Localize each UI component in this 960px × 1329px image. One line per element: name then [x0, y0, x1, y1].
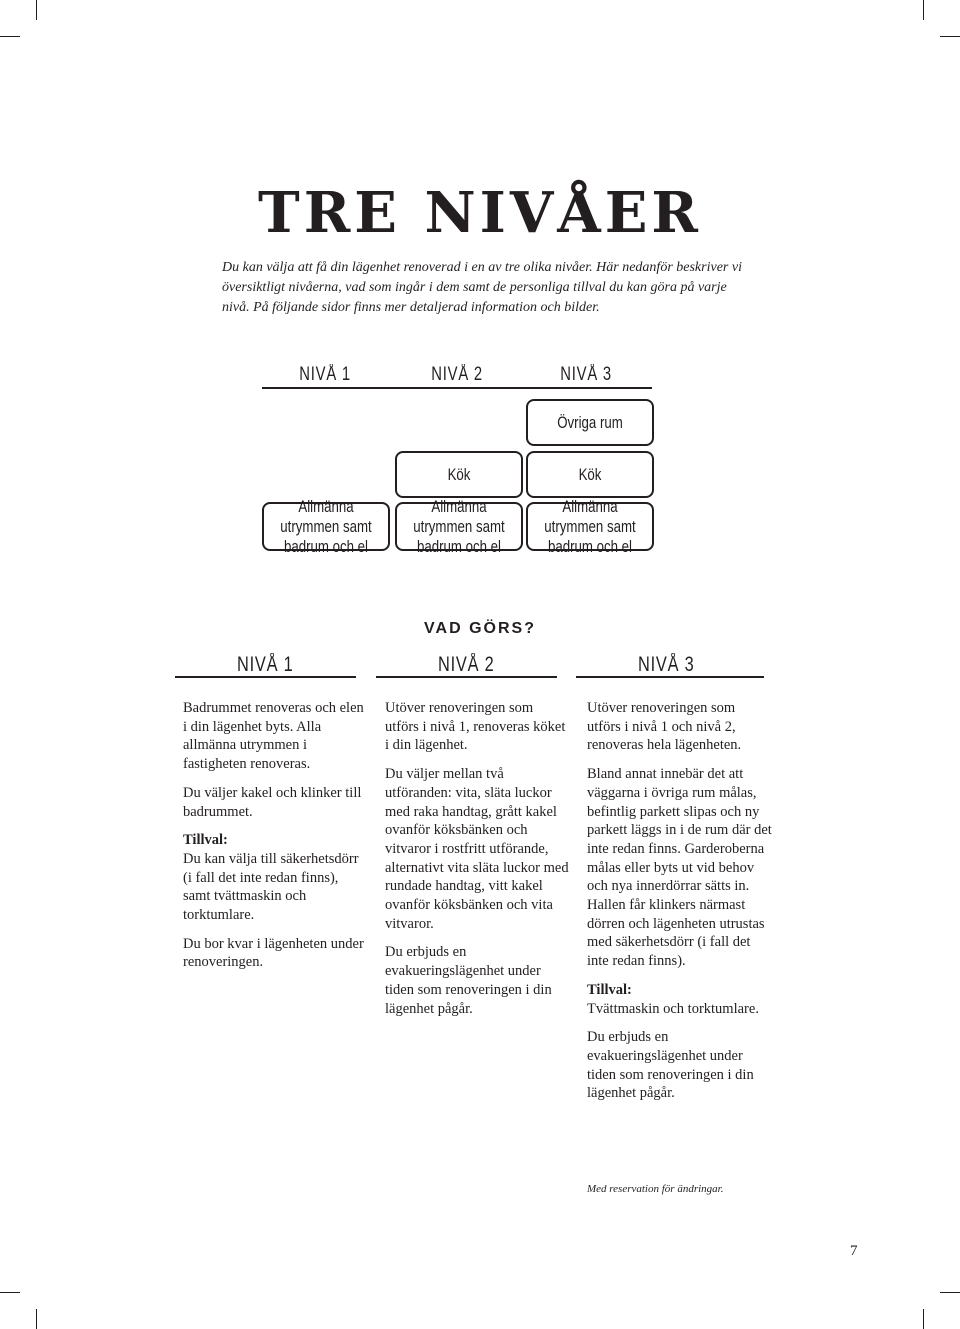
crop-mark	[36, 0, 37, 20]
intro-text: Du kan välja att få din lägenhet renoverad i en av tre olika nivåer. Här nedanför beskriver vi översiktligt nivåerna, vad som ingår i dem samt de personliga tillval du kan göra på varje nivå. På följande sidor finns mer detaljerad information och bilder.	[222, 260, 742, 315]
column-1-rule	[175, 676, 356, 678]
box-kok-level-2: Kök	[395, 451, 523, 498]
diagram-level-3-heading: NIVÅ 3	[560, 364, 612, 385]
diagram-heading-rule	[262, 387, 652, 389]
page-number: 7	[850, 1243, 858, 1259]
column-2-paragraph: Utöver renoveringen som utförs i nivå 1, renoveras köket i din lägenhet.	[385, 700, 566, 754]
box-allmanna-level-3: Allmänna utrymmen samt badrum och el	[526, 502, 654, 551]
diagram-level-1-heading: NIVÅ 1	[299, 364, 351, 385]
column-3-tillval-label: Tillval:	[587, 981, 632, 998]
column-3-tillval-text: Tvättmaskin och torktumlare.	[587, 1000, 759, 1017]
column-2-rule	[376, 676, 557, 678]
box-allmanna-level-1: Allmänna utrymmen samt badrum och el	[262, 502, 390, 551]
column-2-heading: NIVÅ 2	[438, 653, 495, 676]
crop-mark	[0, 1292, 20, 1293]
crop-mark	[0, 36, 20, 37]
column-1-paragraph: Du väljer kakel och klinker till badrummet.	[183, 784, 362, 820]
reservation-note: Med reservation för ändringar.	[587, 1183, 724, 1195]
crop-mark	[923, 1309, 924, 1329]
column-3-paragraph: Du erbjuds en evakueringslägenhet under tiden som renoveringen i din lägenhet pågår.	[587, 1029, 754, 1102]
column-3-paragraph: Utöver renoveringen som utförs i nivå 1 och nivå 2, renoveras hela lägenheten.	[587, 700, 742, 754]
crop-mark	[36, 1309, 37, 1329]
column-1-paragraph: Du bor kvar i lägenheten under renoveringen.	[183, 935, 364, 971]
column-1-paragraph: Badrummet renoveras och elen i din lägenhet byts. Alla allmänna utrymmen i fastigheten renoveras.	[183, 700, 364, 773]
section-heading: VAD GÖRS?	[424, 620, 536, 637]
page-title: TRE NIVÅER	[258, 180, 702, 246]
crop-mark	[923, 0, 924, 20]
column-2-paragraph: Du erbjuds en evakueringslägenhet under tiden som renoveringen i din lägenhet pågår.	[385, 944, 552, 1017]
column-level-3	[587, 699, 772, 1113]
column-1-tillval-label: Tillval:	[183, 832, 228, 849]
column-1-tillval-text: Du kan välja till säkerhetsdörr (i fall det inte redan finns), samt tvättmaskin och torktumlare.	[183, 850, 359, 924]
column-level-2	[385, 699, 570, 1028]
column-3-heading: NIVÅ 3	[638, 653, 695, 676]
box-ovriga-rum: Övriga rum	[526, 399, 654, 446]
crop-mark	[940, 36, 960, 37]
column-3-rule	[576, 676, 764, 678]
column-level-1	[183, 699, 368, 982]
column-2-paragraph: Du väljer mellan två utföranden: vita, släta luckor med raka handtag, grått kakel ovanför köksbänken och vitvaror i rostfritt utförande, alternativt vita släta luckor med rundade handtag, vitt kakel ovanför köksbänken och vita vitvaror.	[385, 766, 569, 932]
diagram-level-2-heading: NIVÅ 2	[431, 364, 483, 385]
box-kok-level-3: Kök	[526, 451, 654, 498]
column-3-paragraph: Bland annat innebär det att väggarna i övriga rum målas, befintlig parkett slipas och ny parkett läggs in i de rum där det inte redan finns. Garderoberna målas eller byts ut vid behov och nya innerdörrar sätts in. Hallen får klinkers närmast dörren och lägenheten utrustas med säkerhetsdörr (i fall det inte redan finns).	[587, 766, 772, 970]
box-allmanna-level-2: Allmänna utrymmen samt badrum och el	[395, 502, 523, 551]
column-1-heading: NIVÅ 1	[237, 653, 294, 676]
crop-mark	[940, 1292, 960, 1293]
